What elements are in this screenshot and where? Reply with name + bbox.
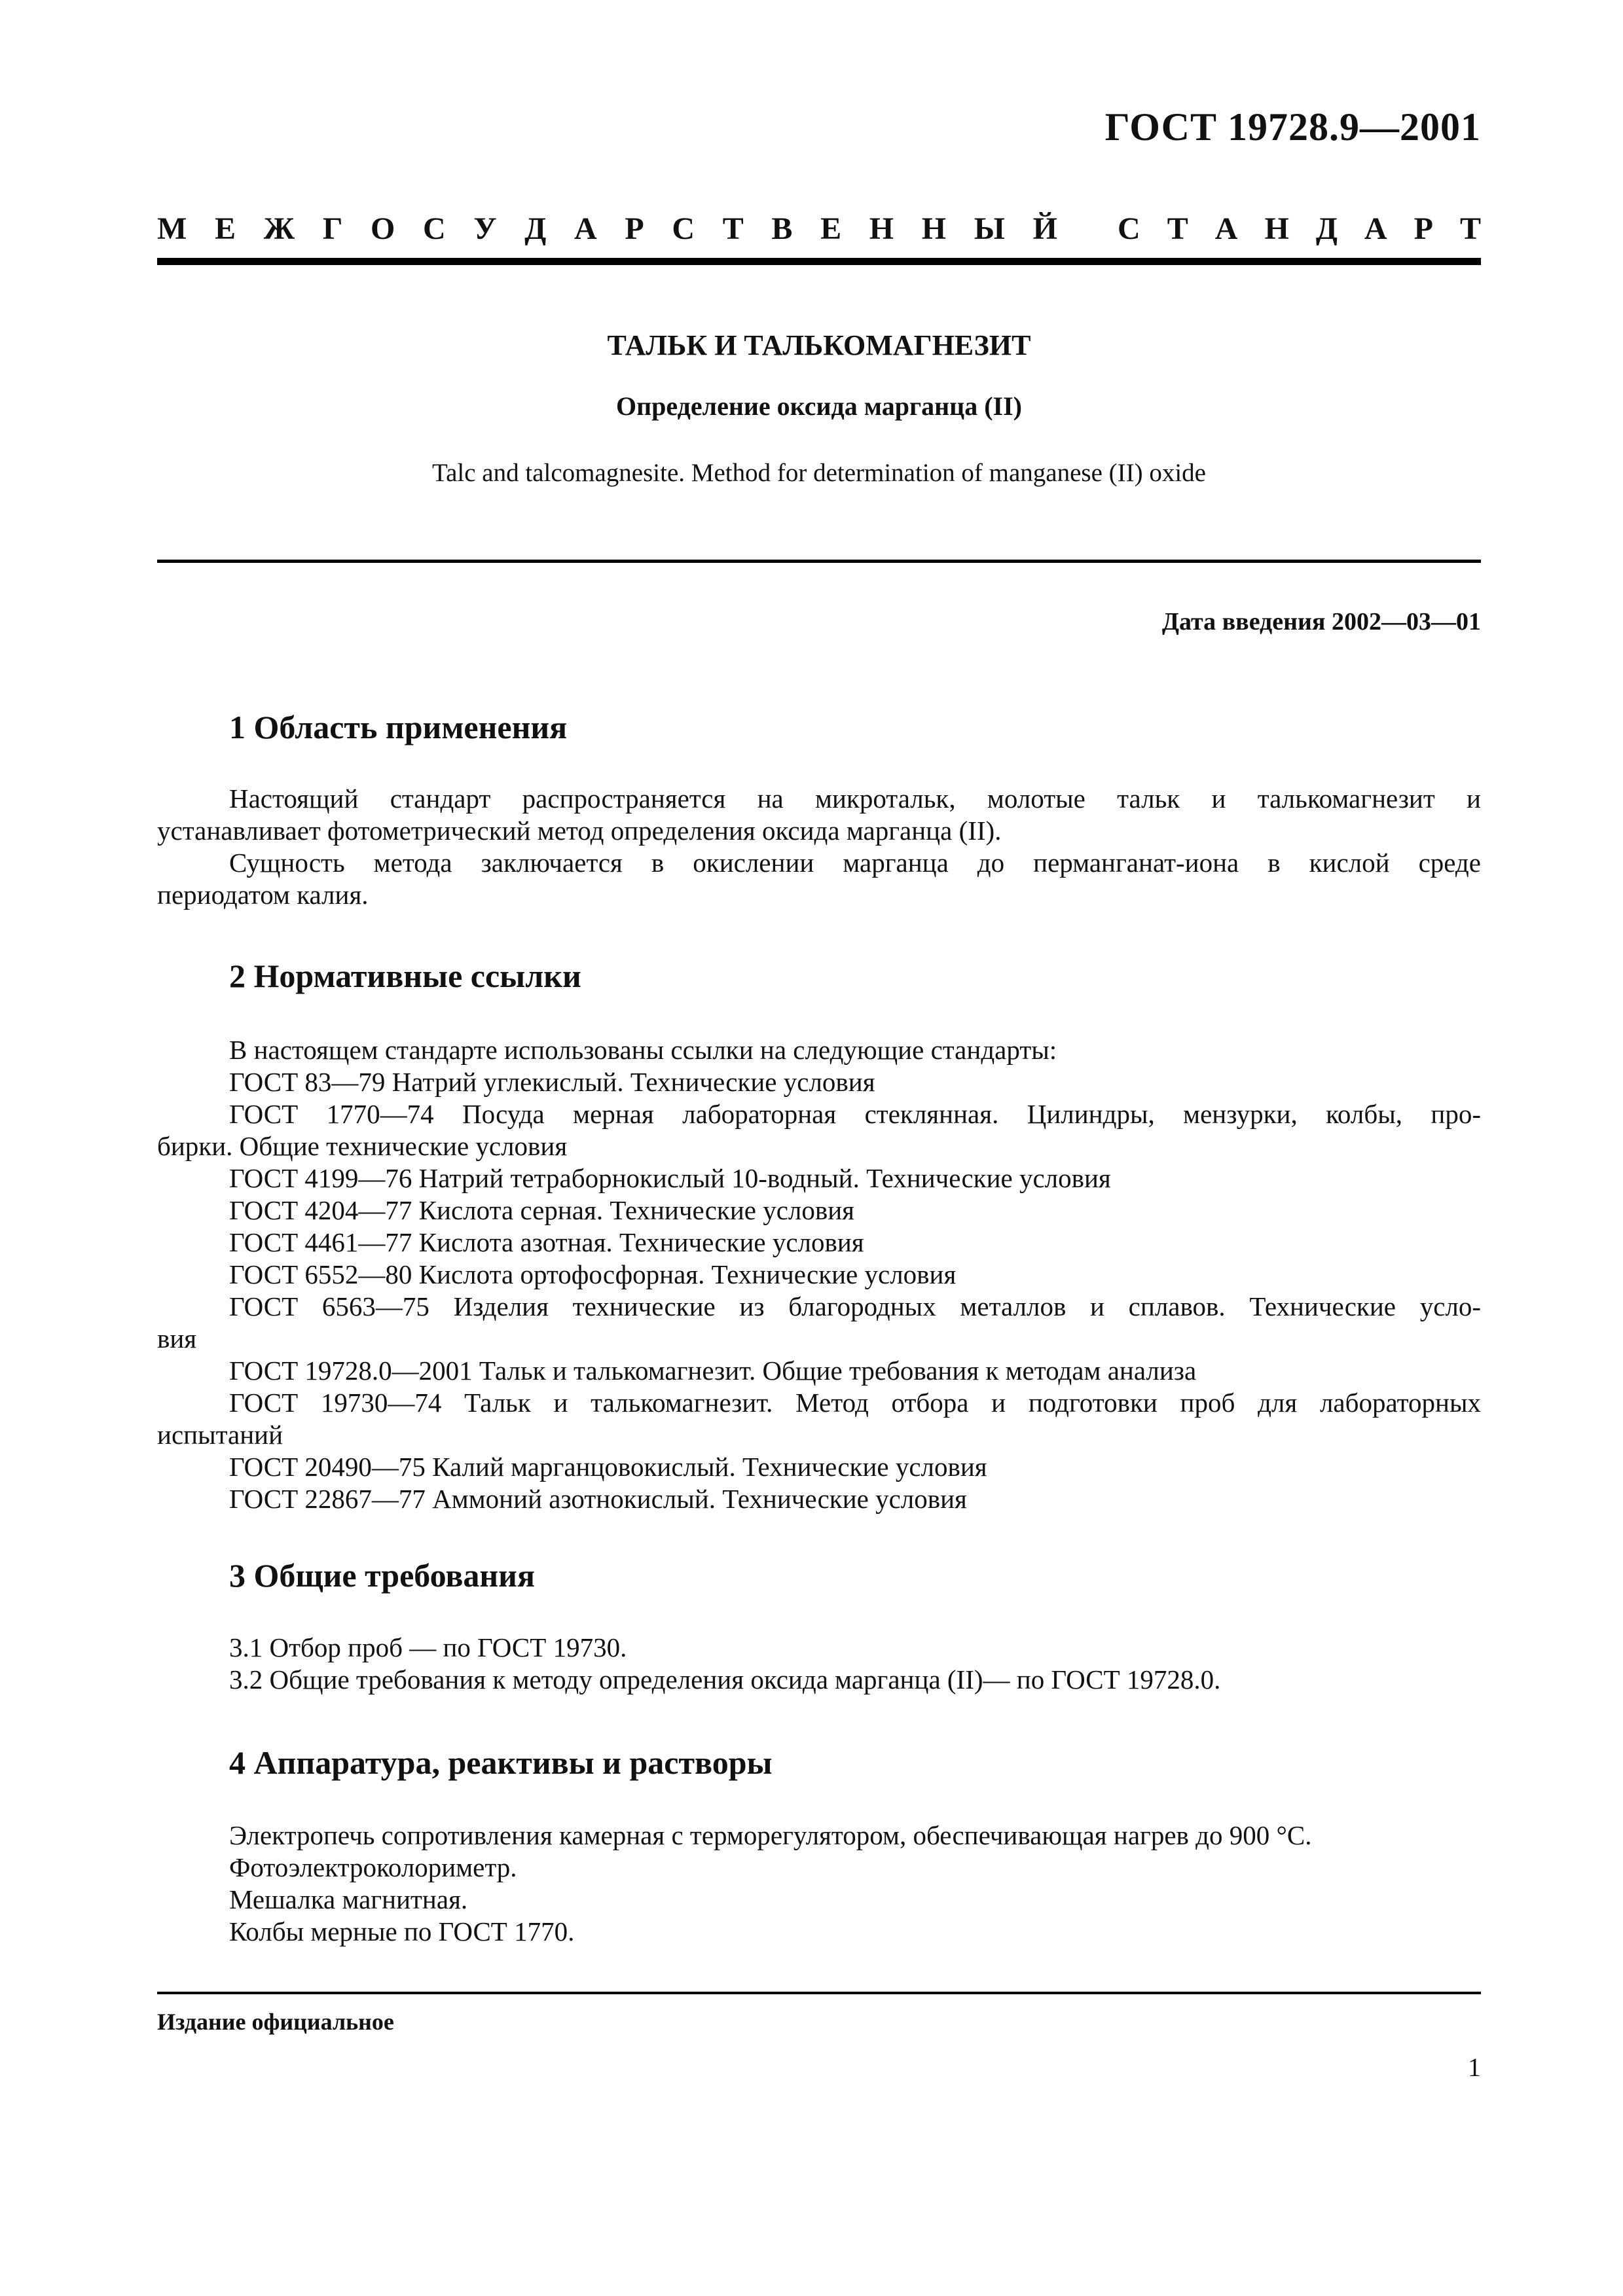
banner-letter: Т bbox=[1167, 211, 1188, 246]
reference-line: ГОСТ 1770—74 Посуда мерная лабораторная стеклянная. Цилиндры, мензурки, колбы, про- bbox=[229, 1099, 1481, 1129]
text-line: В настоящем стандарте использованы ссылки на следующие стандарты: bbox=[229, 1035, 1057, 1065]
banner-word-standard bbox=[1118, 211, 1481, 247]
section-body-apparatus bbox=[157, 1820, 1481, 1948]
reference-line: ГОСТ 4204—77 Кислота серная. Технические условия bbox=[229, 1195, 855, 1225]
reference-line: ГОСТ 19728.0—2001 Тальк и талькомагнезит. Общие требования к методам анализа bbox=[229, 1355, 1197, 1386]
text-line: Настоящий стандарт распространяется на микротальк, молотые тальк и талькомагнезит и bbox=[229, 783, 1481, 814]
text-line: Мешалка магнитная. bbox=[229, 1884, 468, 1914]
banner-letter: В bbox=[771, 211, 793, 246]
page-number: 1 bbox=[1468, 2053, 1481, 2082]
banner-letter: А bbox=[1214, 211, 1238, 246]
reference-line: ГОСТ 19730—74 Тальк и талькомагнезит. Метод отбора и подготовки проб для лабораторных bbox=[229, 1388, 1481, 1418]
english-title: Talc and talcomagnesite. Method for determination of manganese (II) oxide bbox=[432, 459, 1206, 487]
banner-letter: М bbox=[157, 211, 187, 246]
banner-letter: У bbox=[473, 211, 497, 246]
text-line: Колбы мерные по ГОСТ 1770. bbox=[229, 1916, 575, 1946]
section-title-general: 3 Общие требования bbox=[229, 1557, 536, 1594]
section-body-references bbox=[157, 1034, 1481, 1515]
banner-letter: С bbox=[1118, 211, 1140, 246]
reference-line: бирки. Общие технические условия bbox=[157, 1131, 568, 1161]
banner-letter: Н bbox=[1264, 211, 1289, 246]
text-line: 3.2 Общие требования к методу определения оксида марганца (II)— по ГОСТ 19728.0. bbox=[229, 1664, 1221, 1695]
text-line: периодатом калия. bbox=[157, 880, 369, 910]
text-line: устанавливает фотометрический метод определения оксида марганца (II). bbox=[157, 816, 1002, 846]
header-rule bbox=[157, 258, 1481, 265]
banner-letter: Е bbox=[820, 211, 842, 246]
banner-letter: С bbox=[672, 211, 695, 246]
banner-letter: Р bbox=[1413, 211, 1433, 246]
section-body-general bbox=[157, 1632, 1481, 1696]
section-body-scope bbox=[157, 783, 1481, 911]
banner-letter: Й bbox=[1032, 211, 1057, 246]
document-code: ГОСТ 19728.9—2001 bbox=[1104, 105, 1481, 149]
text-line: Электропечь сопротивления камерная с терморегулятором, обеспечивающая нагрев до 900 °С. bbox=[229, 1820, 1312, 1850]
banner-letter: Т bbox=[1459, 211, 1481, 246]
introduction-date: Дата введения 2002—03—01 bbox=[1161, 608, 1481, 636]
reference-line: ГОСТ 20490—75 Калий марганцовокислый. Технические условия bbox=[229, 1452, 987, 1482]
section-title-scope: 1 Область применения bbox=[229, 709, 568, 745]
reference-line: ГОСТ 22867—77 Аммоний азотнокислый. Технические условия bbox=[229, 1484, 967, 1514]
document-subtitle: Определение оксида марганца (II) bbox=[616, 391, 1022, 421]
banner-letter: А bbox=[1364, 211, 1387, 246]
banner-letter: Р bbox=[625, 211, 644, 246]
banner-word-interstate bbox=[157, 211, 1057, 247]
reference-line: вия bbox=[157, 1323, 197, 1354]
banner-letter: Н bbox=[921, 211, 947, 246]
banner-letter: О bbox=[371, 211, 395, 246]
banner-letter: Е bbox=[214, 211, 236, 246]
title-rule bbox=[157, 560, 1481, 563]
reference-line: испытаний bbox=[157, 1420, 283, 1450]
banner-letter: С bbox=[423, 211, 446, 246]
edition-label: Издание официальное bbox=[157, 2009, 394, 2035]
text-line: 3.1 Отбор проб — по ГОСТ 19730. bbox=[229, 1632, 627, 1662]
banner-letter: Ы bbox=[974, 211, 1005, 246]
text-line: Фотоэлектроколориметр. bbox=[229, 1852, 517, 1882]
banner-letter: Д bbox=[1315, 211, 1338, 246]
document-title: ТАЛЬК И ТАЛЬКОМАГНЕЗИТ bbox=[607, 329, 1031, 361]
reference-line: ГОСТ 4461—77 Кислота азотная. Технические условия bbox=[229, 1227, 864, 1257]
reference-line: ГОСТ 6552—80 Кислота ортофосфорная. Технические условия bbox=[229, 1259, 957, 1289]
banner-letter: Ж bbox=[263, 211, 295, 246]
banner-letter: Г bbox=[322, 211, 343, 246]
section-title-apparatus: 4 Аппаратура, реактивы и растворы bbox=[229, 1744, 773, 1781]
banner-letter: Д bbox=[524, 211, 547, 246]
text-line: Сущность метода заключается в окислении марганца до перманганат-иона в кислой среде bbox=[229, 848, 1481, 878]
footer-rule bbox=[157, 1992, 1481, 1994]
banner-letter: А bbox=[574, 211, 597, 246]
reference-line: ГОСТ 6563—75 Изделия технические из благородных металлов и сплавов. Технические усло- bbox=[229, 1291, 1481, 1321]
banner-letter: Т bbox=[722, 211, 744, 246]
reference-line: ГОСТ 4199—76 Натрий тетраборнокислый 10-водный. Технические условия bbox=[229, 1163, 1111, 1193]
standard-banner bbox=[157, 211, 1481, 247]
banner-letter: Н bbox=[869, 211, 894, 246]
reference-line: ГОСТ 83—79 Натрий углекислый. Технические условия bbox=[229, 1067, 875, 1097]
section-title-references: 2 Нормативные ссылки bbox=[229, 958, 581, 994]
